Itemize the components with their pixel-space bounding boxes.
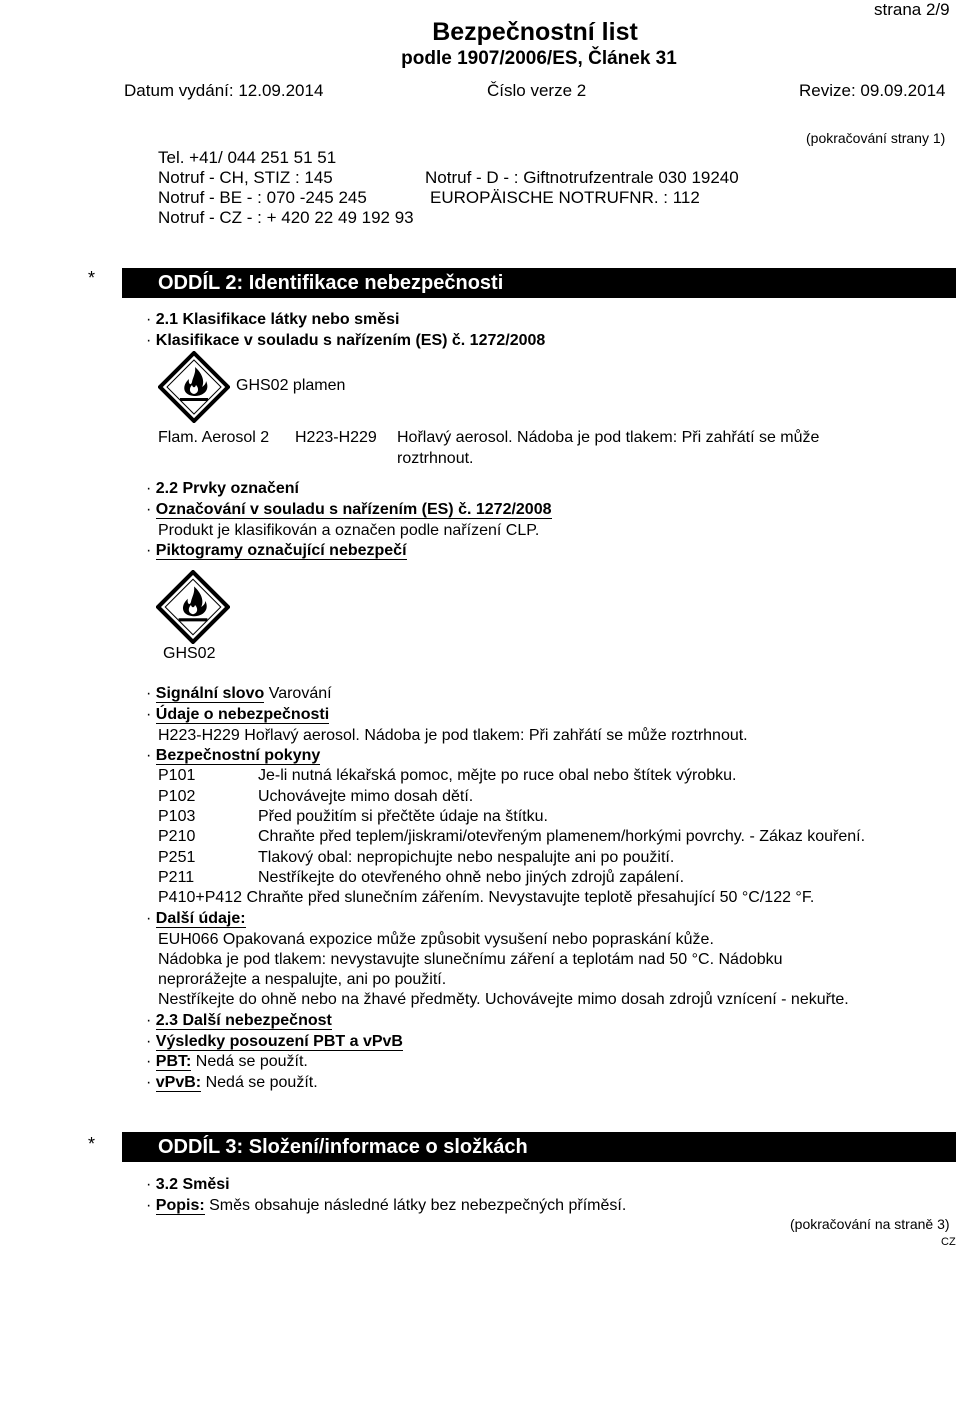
precaution-code: P103 bbox=[158, 808, 196, 825]
p410-text: P410+P412 Chraňte před slunečním zářením. Nevystavujte teplotě přesahující 50 °C/122 °F. bbox=[158, 889, 815, 906]
section-3-heading: ODDÍL 3: Složení/informace o složkách bbox=[158, 1136, 528, 1158]
class-code: Flam. Aerosol 2 bbox=[158, 429, 270, 446]
contact-tel: Tel. +41/ 044 251 51 51 bbox=[158, 148, 337, 167]
flame-ghs02-icon bbox=[156, 570, 230, 644]
class-h: H223-H229 bbox=[295, 429, 377, 446]
section-2-heading: ODDÍL 2: Identifikace nebezpečnosti bbox=[158, 272, 504, 294]
ghs-label: GHS02 plamen bbox=[236, 377, 346, 394]
revision-star: * bbox=[88, 268, 96, 288]
precaution-text: Uchovávejte mimo dosah dětí. bbox=[258, 788, 474, 805]
precaution-code: P211 bbox=[158, 869, 195, 886]
s21-sub: · Klasifikace v souladu s nařízením (ES) č. 1272/2008 bbox=[146, 332, 546, 349]
hazard-heading: · Údaje o nebezpečnosti bbox=[146, 706, 330, 723]
s22-heading: · 2.2 Prvky označení bbox=[146, 480, 299, 497]
precaution-code: P102 bbox=[158, 788, 196, 805]
signal-word: · Signální slovo Varování bbox=[146, 685, 332, 702]
page-number: strana 2/9 bbox=[874, 0, 950, 19]
other-heading: · Další údaje: bbox=[146, 910, 246, 927]
other-line: neprorážejte a nespalujte, ani po použití. bbox=[158, 971, 447, 988]
picto-heading: · Piktogramy označující nebezpečí bbox=[146, 542, 407, 559]
class-text1: Hořlavý aerosol. Nádoba je pod tlakem: Při zahřátí se může bbox=[397, 429, 820, 446]
picto-code: GHS02 bbox=[163, 645, 216, 662]
continued-to: (pokračování na straně 3) bbox=[790, 1216, 950, 1232]
s21-heading: · 2.1 Klasifikace látky nebo směsi bbox=[146, 311, 400, 328]
language-code: CZ bbox=[941, 1236, 956, 1248]
contact-de: Notruf - D - : Giftnotrufzentrale 030 19240 bbox=[425, 168, 739, 187]
s22-text: Produkt je klasifikován a označen podle nařízení CLP. bbox=[158, 522, 540, 539]
precaution-text: Před použitím si přečtěte údaje na štítku. bbox=[258, 808, 548, 825]
contact-ch: Notruf - CH, STIZ : 145 bbox=[158, 168, 333, 187]
section-2-bar bbox=[122, 268, 956, 298]
other-line: Nádobka je pod tlakem: nevystavujte slunečnímu záření a teplotám nad 50 °C. Nádobku bbox=[158, 951, 783, 968]
description-line: · Popis: Směs obsahuje následné látky bez nebezpečných příměsí. bbox=[146, 1197, 627, 1214]
other-line: Nestříkejte do ohně nebo na žhavé předměty. Uchovávejte mimo dosah zdrojů vznícení - nekuřte. bbox=[158, 991, 849, 1008]
vpvb-line: · vPvB: Nedá se použít. bbox=[146, 1074, 318, 1091]
revision-date: Revize: 09.09.2014 bbox=[799, 81, 946, 100]
precaution-code: P251 bbox=[158, 849, 196, 866]
precaution-text: Nestříkejte do otevřeného ohně nebo jiných zdrojů zapálení. bbox=[258, 869, 685, 886]
s23-heading: · 2.3 Další nebezpečnost bbox=[146, 1012, 332, 1029]
doc-subtitle: podle 1907/2006/ES, Článek 31 bbox=[401, 48, 677, 69]
precaution-text: Je-li nutná lékařská pomoc, mějte po ruce obal nebo štítek výrobku. bbox=[258, 767, 737, 784]
precaution-heading: · Bezpečnostní pokyny bbox=[146, 747, 321, 764]
class-text2: roztrhnout. bbox=[397, 450, 474, 467]
contact-be: Notruf - BE - : 070 -245 245 bbox=[158, 188, 367, 207]
precaution-text: Tlakový obal: nepropichujte nebo nespalujte ani po použití. bbox=[258, 849, 675, 866]
precaution-text: Chraňte před teplem/jiskrami/otevřeným plamenem/horkými povrchy. - Zákaz kouření. bbox=[258, 828, 866, 845]
doc-title: Bezpečnostní list bbox=[432, 18, 638, 46]
issue-date: Datum vydání: 12.09.2014 bbox=[124, 81, 324, 100]
other-line: EUH066 Opakovaná expozice může způsobit vysušení nebo popraskání kůže. bbox=[158, 931, 714, 948]
contact-cz: Notruf - CZ - : + 420 22 49 192 93 bbox=[158, 208, 414, 227]
contact-eu: EUROPÄISCHE NOTRUFNR. : 112 bbox=[430, 188, 700, 207]
hazard-text: H223-H229 Hořlavý aerosol. Nádoba je pod tlakem: Při zahřátí se může roztrhnout. bbox=[158, 727, 748, 744]
pbt-line: · PBT: Nedá se použít. bbox=[146, 1053, 308, 1070]
flame-ghs02-icon bbox=[158, 351, 230, 423]
revision-star: * bbox=[88, 1134, 96, 1154]
s22-sub: · Označování v souladu s nařízením (ES) č. 1272/2008 bbox=[146, 501, 552, 518]
pbt-heading: · Výsledky posouzení PBT a vPvB bbox=[146, 1033, 403, 1050]
precaution-code: P101 bbox=[158, 767, 196, 784]
section-3-bar bbox=[122, 1132, 956, 1162]
s32-heading: · 3.2 Směsi bbox=[146, 1176, 230, 1193]
version-number: Číslo verze 2 bbox=[487, 81, 587, 100]
precaution-code: P210 bbox=[158, 828, 196, 845]
continued-from: (pokračování strany 1) bbox=[806, 130, 946, 146]
